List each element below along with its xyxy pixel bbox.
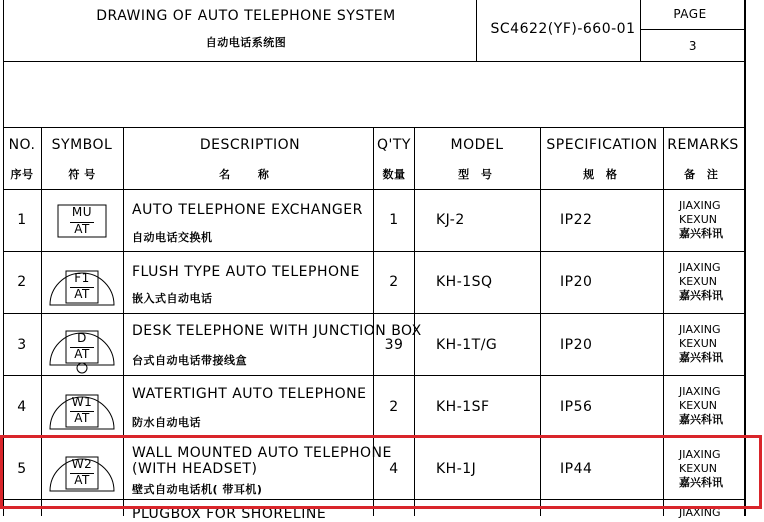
row3-symbol-base: AT	[74, 347, 90, 361]
row2-remarks	[679, 261, 723, 303]
col-header-specification: SPECIFICATION	[546, 137, 658, 153]
row3-description-cn: 台式自动电话带接线盒	[132, 354, 247, 367]
drawing-title: DRAWING OF AUTO TELEPHONE SYSTEM	[96, 8, 396, 24]
row3-description: DESK TELEPHONE WITH JUNCTION BOX	[132, 323, 422, 339]
row5-description: WALL MOUNTED AUTO TELEPHONE	[132, 445, 392, 461]
title-sep-1	[476, 0, 477, 61]
row3-no: 3	[17, 337, 27, 353]
row4-description-cn: 防水自动电话	[132, 416, 201, 429]
row5-spec: IP44	[560, 461, 593, 477]
col-header-remarks-cn: 备 注	[684, 168, 722, 181]
title-bottom-line	[3, 61, 745, 62]
row2-spec: IP20	[560, 274, 593, 290]
col-header-description-cn: 名 称	[219, 168, 281, 181]
row4-symbol-code: W1	[71, 395, 93, 409]
row2-description: FLUSH TYPE AUTO TELEPHONE	[132, 264, 360, 280]
col-header-description: DESCRIPTION	[199, 137, 301, 153]
row2-symbol-base: AT	[74, 287, 90, 301]
remark-line-cn: 嘉兴科讯	[679, 289, 723, 302]
row1-symbol-base: AT	[74, 222, 90, 236]
row2-qty: 2	[389, 274, 399, 290]
drawing-number: SC4622(YF)-660-01	[490, 21, 636, 37]
col-header-qty-cn: 数量	[382, 168, 406, 181]
col-header-symbol-cn: 符 号	[68, 168, 96, 181]
drawing-title-cn: 自动电话系统图	[205, 36, 287, 49]
table-top	[3, 127, 745, 128]
page-label: PAGE	[673, 7, 707, 21]
row3-model: KH-1T/G	[436, 337, 498, 353]
col-header-remarks: REMARKS	[667, 137, 739, 153]
row4-qty: 2	[389, 399, 399, 415]
row5-symbol-code: W2	[71, 457, 93, 471]
row-highlight-box	[0, 435, 762, 509]
col-header-no-cn: 序号	[10, 168, 34, 181]
row1-description: AUTO TELEPHONE EXCHANGER	[132, 202, 363, 218]
remark-line-cn: 嘉兴科讯	[679, 476, 723, 489]
row1-model: KJ-2	[436, 212, 465, 228]
row2-model: KH-1SQ	[436, 274, 493, 290]
row5-no: 5	[17, 461, 27, 477]
header-bottom	[3, 189, 745, 190]
row1-spec: IP22	[560, 212, 593, 228]
row5-model: KH-1J	[436, 461, 477, 477]
remark-line-cn: 嘉兴科讯	[679, 413, 723, 426]
page-sep	[640, 29, 745, 30]
row6-description-partial: PLUGBOX FOR SHORELINE	[132, 506, 327, 522]
row1-symbol-code: MU	[71, 205, 93, 219]
row1-no: 1	[17, 212, 27, 228]
desk-telephone-symbol-icon	[48, 318, 116, 374]
row5-description-cn: 壁式自动电话机( 带耳机)	[132, 483, 263, 496]
row4-spec: IP56	[560, 399, 593, 415]
row5-qty: 4	[389, 461, 399, 477]
row1-bottom	[3, 251, 745, 252]
remark-line: JIAXING	[679, 323, 721, 336]
row2-bottom	[3, 313, 745, 314]
remark-line: KEXUN	[679, 462, 717, 475]
remark-line: KEXUN	[679, 337, 717, 350]
row4-model: KH-1SF	[436, 399, 490, 415]
row1-remarks	[679, 199, 723, 241]
remark-line: JIAXING	[679, 199, 721, 212]
row3-qty: 39	[384, 337, 404, 353]
row3-bottom	[3, 375, 745, 376]
remark-line-cn: 嘉兴科讯	[679, 351, 723, 364]
remark-line: JIAXING	[679, 261, 721, 274]
col-header-model-cn: 型 号	[458, 168, 496, 181]
row1-qty: 1	[389, 212, 399, 228]
row2-symbol-code: F1	[74, 271, 90, 285]
row5-description-line2: (WITH HEADSET)	[132, 461, 258, 477]
remark-line: KEXUN	[679, 275, 717, 288]
col-header-specification-cn: 规 格	[583, 168, 621, 181]
row4-description: WATERTIGHT AUTO TELEPHONE	[132, 386, 367, 402]
col-header-model: MODEL	[450, 137, 504, 153]
remark-line: JIAXING	[679, 385, 721, 398]
row5-symbol-base: AT	[74, 473, 90, 487]
row4-remarks	[679, 385, 723, 427]
row4-symbol-base: AT	[74, 411, 90, 425]
remark-line: JIAXING	[679, 506, 721, 519]
row1-description-cn: 自动电话交换机	[132, 231, 213, 244]
remark-line-cn: 嘉兴科讯	[679, 227, 723, 240]
remark-line: KEXUN	[679, 399, 717, 412]
row2-description-cn: 嵌入式自动电话	[132, 292, 213, 305]
row3-remarks	[679, 323, 723, 365]
col-header-qty: Q'TY	[377, 137, 411, 153]
row4-no: 4	[17, 399, 27, 415]
col-header-no: NO.	[8, 137, 36, 153]
page-number: 3	[688, 39, 698, 53]
frame-left	[3, 0, 4, 62]
title-sep-2	[640, 0, 641, 61]
remark-line: JIAXING	[679, 448, 721, 461]
row2-no: 2	[17, 274, 27, 290]
row3-spec: IP20	[560, 337, 593, 353]
col-header-symbol: SYMBOL	[51, 137, 113, 153]
remark-line: KEXUN	[679, 213, 717, 226]
row3-symbol-code: D	[77, 331, 87, 345]
